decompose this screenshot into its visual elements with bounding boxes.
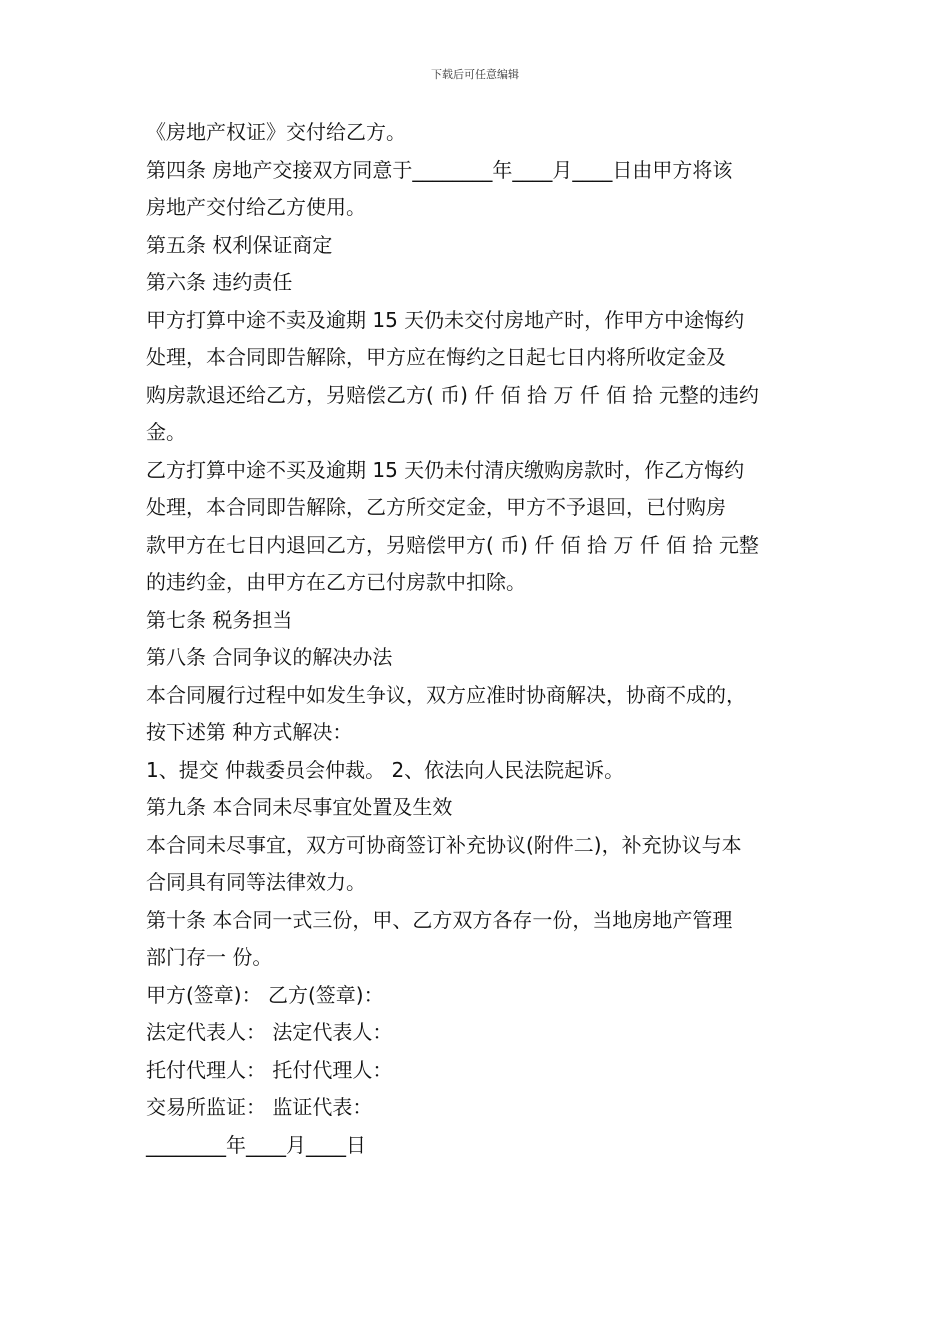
text-line: 购房款退还给乙方，另赔偿乙方( 币) 仟 佰 拾 万 仟 佰 拾 元整的违约 <box>146 382 759 407</box>
text-line: 的违约金，由甲方在乙方已付房款中扣除。 <box>146 570 526 594</box>
text-line: 处理，本合同即告解除，乙方所交定金，甲方不予退回，已付购房 <box>146 495 726 519</box>
text-line: 1、提交 仲裁委员会仲裁。 2、依法向人民法院起诉。 <box>146 757 625 782</box>
article-9-heading: 第九条 本合同未尽事宜处置及生效 <box>146 795 453 819</box>
article-6-heading: 第六条 违约责任 <box>146 270 293 294</box>
article-8-heading: 第八条 合同争议的解决办法 <box>146 645 393 669</box>
signature-line: 甲方(签章)： 乙方(签章)： <box>146 982 384 1007</box>
text-line: 《房地产权证》交付给乙方。 <box>146 120 406 144</box>
text-line: 处理，本合同即告解除，甲方应在悔约之日起七日内将所收定金及 <box>146 345 726 369</box>
text-line: 部门存一 份。 <box>146 945 273 969</box>
document-body <box>146 114 826 1164</box>
text-line: 金。 <box>146 420 186 444</box>
article-7-heading: 第七条 税务担当 <box>146 607 293 632</box>
article-5-heading: 第五条 权利保证商定 <box>146 232 333 257</box>
text-line: 甲方打算中途不卖及逾期 15 天仍未交付房地产时，作甲方中途悔约 <box>146 307 745 332</box>
article-10-heading: 第十条 本合同一式三份，甲、乙方双方各存一份，当地房地产管理 <box>146 907 733 932</box>
text-line: 合同具有同等法律效力。 <box>146 870 366 894</box>
signature-line: 托付代理人： 托付代理人： <box>146 1057 393 1082</box>
text-line: 按下述第 种方式解决： <box>146 720 353 744</box>
text-line: 款甲方在七日内退回乙方，另赔偿甲方( 币) 仟 佰 拾 万 仟 佰 拾 元整 <box>146 532 759 557</box>
signature-line: 法定代表人： 法定代表人： <box>146 1020 393 1044</box>
article-4-heading: 第四条 房地产交接双方同意于________年____月____日由甲方将该 <box>146 157 733 182</box>
text-line: 房地产交付给乙方使用。 <box>146 195 366 219</box>
date-line: ________年____月____日 <box>146 1132 366 1157</box>
page-header: 下载后可任意编辑 <box>431 68 519 81</box>
text-line: 乙方打算中途不买及逾期 15 天仍未付清庆缴购房款时，作乙方悔约 <box>146 457 745 482</box>
text-line: 本合同未尽事宜，双方可协商签订补充协议(附件二)，补充协议与本 <box>146 832 742 857</box>
signature-line: 交易所监证： 监证代表： <box>146 1095 373 1119</box>
text-line: 本合同履行过程中如发生争议，双方应准时协商解决，协商不成的， <box>146 682 746 707</box>
